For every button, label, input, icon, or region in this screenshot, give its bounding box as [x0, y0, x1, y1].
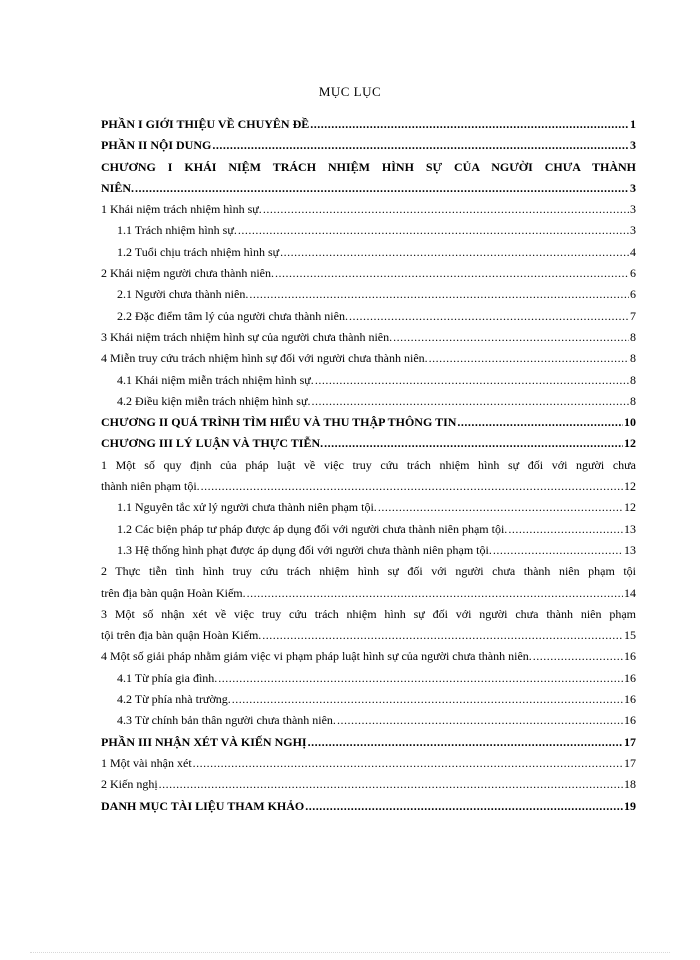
toc-entry-text: PHẦN I GIỚI THIỆU VỀ CHUYÊN ĐỀ — [101, 117, 310, 131]
toc-page-number: 8 — [630, 372, 636, 387]
toc-entry[interactable] — [101, 223, 636, 244]
toc-entry[interactable] — [101, 671, 636, 692]
toc-leader-dots — [393, 330, 629, 345]
toc-page-number: 13 — [624, 521, 636, 536]
toc-page-number: 16 — [624, 692, 636, 707]
toc-entry-line[interactable] — [101, 160, 636, 181]
toc-entry-text: 1.2 Tuổi chịu trách nhiệm hình sự — [117, 244, 280, 259]
toc-page-number: 6 — [630, 266, 636, 281]
toc-entry-text: 4.2 Điều kiện miễn trách nhiệm hình sự. — [117, 393, 311, 408]
toc-entry[interactable] — [101, 756, 636, 777]
toc-leader-dots — [280, 245, 629, 260]
table-of-contents — [101, 117, 636, 820]
toc-leader-dots — [275, 266, 629, 281]
page-bottom-border — [30, 952, 670, 953]
toc-entry-text: CHƯƠNG II QUÁ TRÌNH TÌM HIỂU VÀ THU THẬP THÔNG TIN — [101, 415, 457, 430]
toc-leader-dots — [232, 692, 623, 707]
toc-entry-text-continued: thành niên phạm tội. — [101, 479, 200, 494]
toc-entry-text: 4.1 Từ phía gia đình. — [117, 670, 218, 685]
toc-entry-text: 2 Khái niệm người chưa thành niên. — [101, 266, 274, 281]
toc-entry[interactable] — [101, 351, 636, 372]
toc-entry[interactable] — [101, 330, 636, 351]
toc-entry-text: CHƯƠNG I KHÁI NIỆM TRÁCH NHIỆM HÌNH SỰ CỦA NGƯỜI CHƯA THÀNH — [101, 159, 636, 174]
toc-entry[interactable] — [101, 586, 636, 607]
toc-entry[interactable] — [101, 436, 636, 457]
toc-entry[interactable] — [101, 181, 636, 202]
toc-entry[interactable] — [101, 777, 636, 798]
toc-leader-dots — [457, 415, 623, 430]
toc-entry[interactable] — [101, 394, 636, 415]
toc-entry-text: 1.1 Trách nhiệm hình sự. — [117, 223, 237, 238]
toc-page-number: 16 — [624, 713, 636, 728]
toc-entry-text: 2.1 Người chưa thành niên. — [117, 287, 249, 302]
toc-entry-line[interactable] — [101, 458, 636, 479]
toc-entry[interactable] — [101, 713, 636, 734]
toc-entry[interactable] — [101, 287, 636, 308]
toc-leader-dots — [247, 586, 623, 601]
toc-page-number: 8 — [630, 393, 636, 408]
toc-page-number: 3 — [630, 180, 636, 195]
toc-entry-text-continued: tội trên địa bàn quận Hoàn Kiếm. — [101, 628, 262, 643]
toc-leader-dots — [212, 138, 629, 153]
toc-leader-dots — [305, 799, 623, 814]
toc-leader-dots — [349, 309, 629, 324]
toc-entry[interactable] — [101, 266, 636, 287]
toc-page-number: 12 — [624, 500, 636, 515]
toc-page-number: 17 — [624, 734, 636, 749]
toc-leader-dots — [508, 522, 623, 537]
toc-page-number: 19 — [624, 798, 636, 813]
toc-entry-text: PHẦN II NỘI DUNG — [101, 138, 212, 153]
toc-leader-dots — [378, 500, 623, 515]
toc-leader-dots — [193, 756, 623, 771]
toc-page-number: 12 — [624, 436, 636, 451]
toc-leader-dots — [201, 479, 623, 494]
toc-page-number: 4 — [630, 244, 636, 259]
page-title: MỤC LỤC — [318, 84, 382, 99]
toc-entry[interactable] — [101, 245, 636, 266]
toc-entry-text: CHƯƠNG III LÝ LUẬN VÀ THỰC TIỄN. — [101, 436, 324, 451]
toc-entry[interactable] — [101, 692, 636, 713]
toc-page-number: 16 — [624, 670, 636, 685]
toc-entry-text-continued: NIÊN. — [101, 180, 135, 195]
toc-entry[interactable] — [101, 202, 636, 223]
toc-entry[interactable] — [101, 522, 636, 543]
toc-entry-text-continued: trên địa bàn quận Hoàn Kiếm. — [101, 585, 246, 600]
toc-entry-text: 4 Một số giải pháp nhằm giảm việc vi phạm pháp luật hình sự của người chưa thành niên. — [101, 649, 532, 664]
toc-page-number: 14 — [624, 585, 636, 600]
toc-entry-text: 1 Một số quy định của pháp luật về việc truy cứu trách nhiệm hình sự đối với người chưa — [101, 457, 636, 472]
toc-entry[interactable] — [101, 479, 636, 500]
toc-entry[interactable] — [101, 649, 636, 670]
toc-entry[interactable] — [101, 799, 636, 820]
toc-entry-text: 2.2 Đặc điểm tâm lý của người chưa thành niên. — [117, 308, 348, 323]
toc-entry-line[interactable] — [101, 607, 636, 628]
toc-entry-text: 1.2 Các biện pháp tư pháp được áp dụng đối với người chưa thành niên phạm tội. — [117, 521, 508, 536]
toc-page-number: 17 — [624, 755, 636, 770]
toc-entry[interactable] — [101, 309, 636, 330]
toc-page-number: 6 — [630, 287, 636, 302]
toc-leader-dots — [262, 628, 623, 643]
toc-entry-text: PHẦN III NHẬN XÉT VÀ KIẾN NGHỊ — [101, 734, 307, 749]
toc-entry-text: 1 Khái niệm trách nhiệm hình sự. — [101, 202, 262, 217]
toc-entry-line[interactable] — [101, 564, 636, 585]
toc-page-number: 8 — [630, 329, 636, 344]
toc-page-number: 3 — [630, 202, 636, 217]
toc-leader-dots — [263, 202, 629, 217]
toc-page-number: 12 — [624, 479, 636, 494]
toc-leader-dots — [324, 436, 623, 451]
toc-leader-dots — [493, 543, 623, 558]
toc-page-number: 3 — [630, 138, 636, 153]
toc-leader-dots — [337, 713, 623, 728]
toc-leader-dots — [315, 373, 629, 388]
toc-leader-dots — [249, 287, 629, 302]
toc-entry[interactable] — [101, 735, 636, 756]
toc-leader-dots — [310, 117, 629, 132]
toc-page-number: 10 — [624, 415, 636, 430]
toc-page-number: 13 — [624, 542, 636, 557]
toc-page-number: 8 — [630, 351, 636, 366]
toc-entry-text: 4 Miễn truy cứu trách nhiệm hình sự đối với người chưa thành niên. — [101, 351, 428, 366]
toc-entry-text: 1 Một vài nhận xét — [101, 755, 192, 770]
toc-page-number: 3 — [630, 223, 636, 238]
toc-leader-dots — [429, 351, 629, 366]
toc-entry-text: 1.1 Nguyên tắc xử lý người chưa thành niên phạm tội. — [117, 500, 377, 515]
toc-leader-dots — [308, 735, 623, 750]
toc-page-number: 7 — [630, 308, 636, 323]
toc-entry[interactable] — [101, 373, 636, 394]
toc-entry-text: 1.3 Hệ thống hình phạt được áp dụng đối với người chưa thành niên phạm tội. — [117, 542, 492, 557]
toc-page-number: 15 — [624, 628, 636, 643]
toc-page-number: 18 — [624, 777, 636, 792]
toc-leader-dots — [159, 777, 623, 792]
toc-page-number: 1 — [630, 117, 636, 131]
toc-entry-text: 4.1 Khái niệm miễn trách nhiệm hình sự. — [117, 372, 314, 387]
toc-entry[interactable] — [101, 500, 636, 521]
toc-entry[interactable] — [101, 117, 636, 138]
toc-page-number: 16 — [624, 649, 636, 664]
toc-entry-text: 2 Thực tiễn tình hình truy cứu trách nhiệm hình sự đối với người chưa thành niên phạm tội — [101, 564, 636, 579]
toc-entry-text: 3 Khái niệm trách nhiệm hình sự của người chưa thành niên. — [101, 329, 393, 344]
toc-leader-dots — [238, 223, 629, 238]
toc-entry[interactable] — [101, 138, 636, 159]
toc-entry-text: DANH MỤC TÀI LIỆU THAM KHẢO — [101, 798, 305, 813]
toc-entry-text: 2 Kiến nghị — [101, 777, 158, 792]
toc-entry[interactable] — [101, 628, 636, 649]
toc-leader-dots — [135, 181, 629, 196]
toc-entry[interactable] — [101, 543, 636, 564]
toc-leader-dots — [533, 649, 623, 664]
toc-leader-dots — [311, 394, 629, 409]
toc-entry[interactable] — [101, 415, 636, 436]
toc-entry-text: 4.3 Từ chính bản thân người chưa thành niên. — [117, 713, 336, 728]
toc-entry-text: 4.2 Từ phía nhà trường. — [117, 692, 231, 707]
toc-entry-text: 3 Một số nhận xét về việc truy cứu trách nhiệm hình sự đối với người chưa thành niên phạm — [101, 606, 636, 621]
toc-leader-dots — [218, 671, 623, 686]
